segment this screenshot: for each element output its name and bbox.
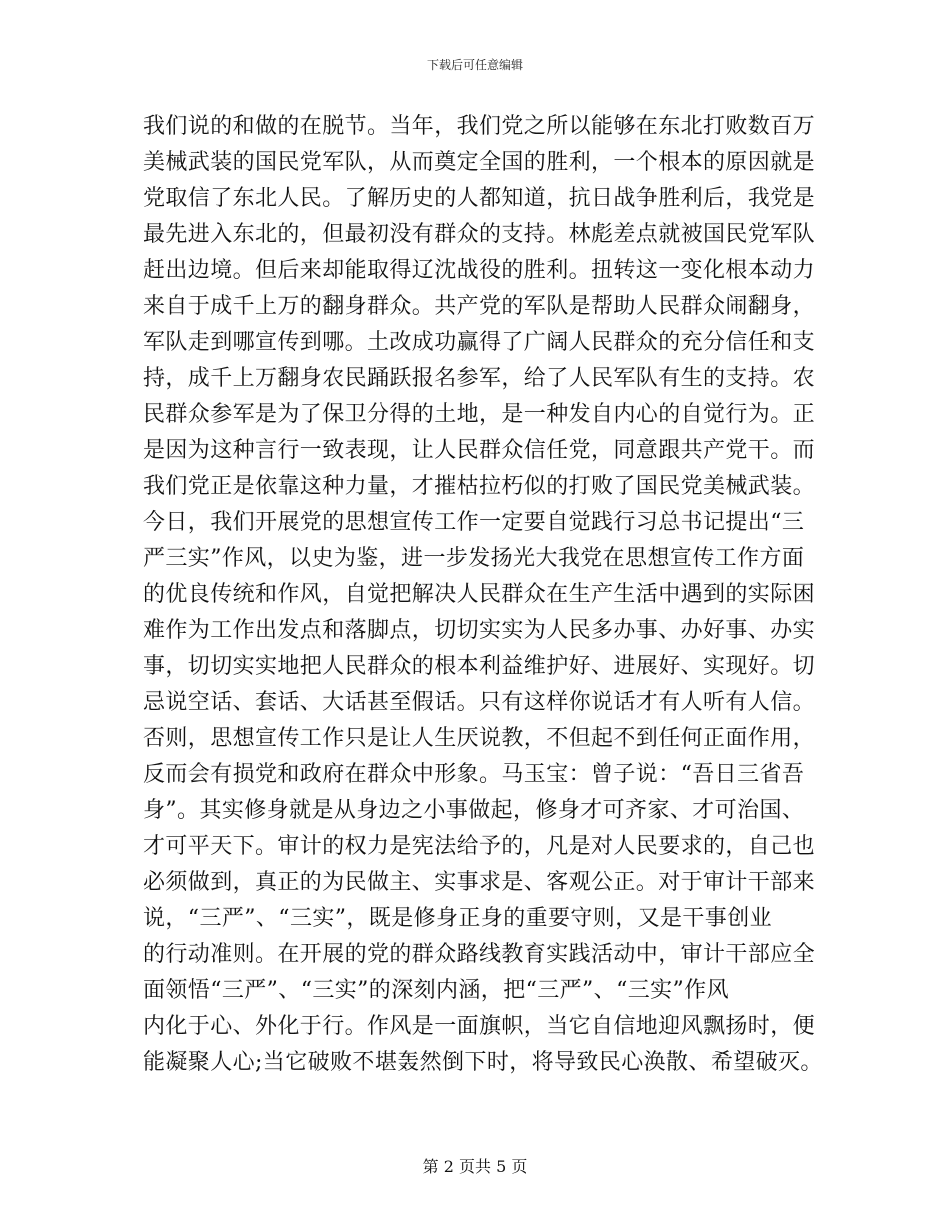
text-line: 的行动准则。在开展的党的群众路线教育实践活动中，审计干部应全 xyxy=(143,942,816,967)
text-line: 民群众参军是为了保卫分得的土地，是一种发自内心的自觉行为。正 xyxy=(143,402,816,427)
text-line: 说，“三严”、“三实”，既是修身正身的重要守则，又是干事创业 xyxy=(143,906,772,931)
text-line: 最先进入东北的，但最初没有群众的支持。林彪差点就被国民党军队 xyxy=(143,222,816,247)
text-line: 反而会有损党和政府在群众中形象。马玉宝：曾子说：“吾日三省吾 xyxy=(143,762,805,787)
text-line: 内化于心、外化于行。作风是一面旗帜，当它自信地迎风飘扬时，便 xyxy=(143,1014,816,1039)
text-line: 事，切切实实地把人民群众的根本利益维护好、进展好、实现好。切 xyxy=(143,654,816,679)
text-line: 身”。其实修身就是从身边之小事做起，修身才可齐家、才可治国、 xyxy=(143,798,805,823)
text-line: 美械武装的国民党军队，从而奠定全国的胜利，一个根本的原因就是 xyxy=(143,150,816,175)
text-line: 才可平天下。审计的权力是宪法给予的，凡是对人民要求的，自己也 xyxy=(143,834,816,859)
text-line: 是因为这种言行一致表现，让人民群众信任党，同意跟共产党干。而 xyxy=(143,438,816,463)
text-line: 军队走到哪宣传到哪。土改成功赢得了广阔人民群众的充分信任和支 xyxy=(143,330,816,355)
page-number: 第 2 页共 5 页 xyxy=(422,1157,528,1176)
text-line: 的优良传统和作风，自觉把解决人民群众在生产生活中遇到的实际困 xyxy=(143,582,816,607)
text-line: 党取信了东北人民。了解历史的人都知道，抗日战争胜利后，我党是 xyxy=(143,186,816,211)
text-line: 严三实”作风，以史为鉴，进一步发扬光大我党在思想宣传工作方面 xyxy=(143,546,805,571)
text-line: 难作为工作出发点和落脚点，切切实实为人民多办事、办好事、办实 xyxy=(143,618,816,643)
text-line: 来自于成千上万的翻身群众。共产党的军队是帮助人民群众闹翻身， xyxy=(143,294,816,319)
text-line: 我们党正是依靠这种力量，才摧枯拉朽似的打败了国民党美械武装。 xyxy=(143,474,816,499)
text-line: 否则，思想宣传工作只是让人生厌说教，不但起不到任何正面作用， xyxy=(143,726,816,751)
text-line: 我们说的和做的在脱节。当年，我们党之所以能够在东北打败数百万 xyxy=(143,114,816,139)
text-line: 必须做到，真正的为民做主、实事求是、客观公正。对于审计干部来 xyxy=(143,870,816,895)
text-line: 赶出边境。但后来却能取得辽沈战役的胜利。扭转这一变化根本动力 xyxy=(143,258,816,283)
text-line: 能凝聚人心;当它破败不堪轰然倒下时，将导致民心涣散、希望破灭。 xyxy=(143,1050,823,1075)
text-line: 忌说空话、套话、大话甚至假话。只有这样你说话才有人听有人信。 xyxy=(143,690,816,715)
text-line: 今日，我们开展党的思想宣传工作一定要自觉践行习总书记提出“三 xyxy=(143,510,805,535)
document-body xyxy=(143,109,823,1081)
page-header: 下载后可任意编辑 xyxy=(426,58,523,72)
text-line: 面领悟“三严”、“三实”的深刻内涵，把“三严”、“三实”作风 xyxy=(143,978,729,1003)
text-line: 持，成千上万翻身农民踊跃报名参军，给了人民军队有生的支持。农 xyxy=(143,366,816,391)
